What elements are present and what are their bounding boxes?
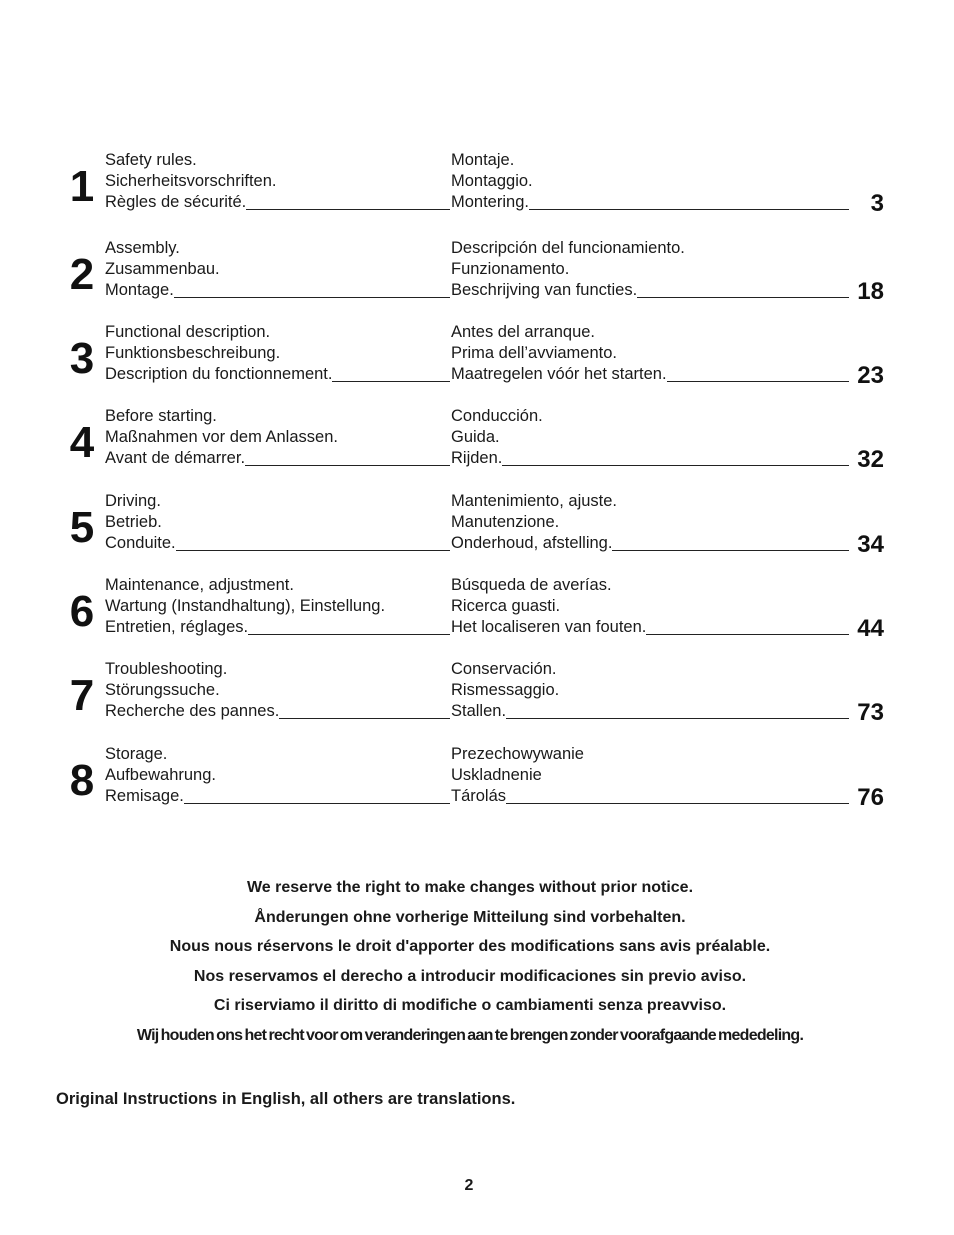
toc-title-line [105, 744, 450, 765]
toc-title-line [451, 192, 849, 213]
toc-title-text: Troubleshooting. [105, 660, 228, 678]
chapter-number: 7 [69, 671, 95, 720]
toc-title-line [451, 533, 849, 554]
dot-leader-line [612, 550, 849, 551]
toc-title-line [105, 343, 450, 364]
chapter-number: 5 [69, 503, 95, 552]
toc-titles-left [105, 744, 450, 807]
toc-entry[interactable] [0, 575, 954, 645]
toc-entry[interactable] [0, 406, 954, 476]
toc-title-line [451, 322, 849, 343]
toc-title-text: Règles de sécurité. [105, 193, 247, 211]
toc-title-text: Assembly. [105, 239, 180, 257]
toc-title-line [451, 238, 849, 259]
toc-title-line [105, 448, 450, 469]
dot-leader-line [637, 297, 849, 298]
toc-title-line [451, 744, 849, 765]
toc-title-text: Driving. [105, 492, 161, 510]
toc-title-line [105, 680, 450, 701]
toc-titles-left [105, 575, 450, 638]
toc-title-line [451, 491, 849, 512]
legal-notices [50, 875, 890, 1052]
toc-title-line [105, 596, 450, 617]
toc-title-text: Mantenimiento, ajuste. [451, 492, 618, 510]
toc-title-line [451, 448, 849, 469]
dot-leader-line [667, 381, 849, 382]
dot-leader-line [246, 209, 450, 210]
toc-page-number: 18 [857, 278, 884, 305]
toc-title-text: Montaggio. [451, 172, 533, 190]
toc-titles-left [105, 238, 450, 301]
toc-title-line [451, 406, 849, 427]
toc-titles-right [451, 150, 849, 213]
toc-titles-left [105, 322, 450, 385]
toc-entry[interactable] [0, 744, 954, 814]
toc-title-text: Descripción del funcionamiento. [451, 239, 685, 257]
toc-title-text: Maatregelen vóór het starten. [451, 365, 667, 383]
dot-leader-line [248, 634, 450, 635]
toc-title-text: Het localiseren van fouten. [451, 618, 647, 636]
dot-leader-line [332, 381, 450, 382]
toc-title-text: Aufbewahrung. [105, 766, 216, 784]
dot-leader-line [502, 465, 849, 466]
toc-title-text: Betrieb. [105, 513, 162, 531]
toc-title-text: Beschrijving van functies. [451, 281, 638, 299]
chapter-number: 2 [69, 250, 95, 299]
chapter-number: 3 [69, 334, 95, 383]
chapter-number: 1 [69, 162, 95, 211]
toc-titles-right [451, 238, 849, 301]
toc-title-line [105, 512, 450, 533]
toc-title-text: Wartung (Instandhaltung), Einstellung. [105, 597, 386, 615]
toc-entry[interactable] [0, 238, 954, 308]
toc-entry[interactable] [0, 150, 954, 220]
toc-title-line [105, 150, 450, 171]
toc-title-line [105, 406, 450, 427]
toc-titles-right [451, 322, 849, 385]
toc-titles-left [105, 659, 450, 722]
toc-title-text: Störungssuche. [105, 681, 220, 699]
toc-title-line [451, 280, 849, 301]
toc-title-line [451, 765, 849, 786]
toc-title-line [105, 659, 450, 680]
toc-title-line [105, 533, 450, 554]
toc-title-text: Onderhoud, afstelling. [451, 534, 613, 552]
notice-line: Nos reservamos el derecho a introducir modificaciones sin previo aviso. [193, 967, 747, 985]
dot-leader-line [174, 297, 450, 298]
toc-title-text: Conduite. [105, 534, 176, 552]
toc-title-line [105, 280, 450, 301]
toc-title-text: Conducción. [451, 407, 543, 425]
toc-title-text: Prezechowywanie [451, 745, 584, 763]
toc-title-line [105, 575, 450, 596]
dot-leader-line [245, 465, 450, 466]
dot-leader-line [506, 803, 849, 804]
toc-title-line [105, 364, 450, 385]
toc-title-text: Manutenzione. [451, 513, 560, 531]
toc-title-line [105, 491, 450, 512]
toc-title-text: Entretien, réglages. [105, 618, 249, 636]
toc-title-line [105, 427, 450, 448]
chapter-number: 6 [69, 587, 95, 636]
toc-title-line [451, 512, 849, 533]
toc-title-text: Prima dell’avviamento. [451, 344, 617, 362]
toc-title-text: Funzionamento. [451, 260, 570, 278]
toc-title-text: Before starting. [105, 407, 217, 425]
chapter-number: 4 [69, 418, 95, 467]
toc-title-text: Funktionsbeschreibung. [105, 344, 281, 362]
toc-titles-left [105, 150, 450, 213]
chapter-number: 8 [69, 756, 95, 805]
notice-line: Nous nous réservons le droit d'apporter des modifications sans avis préalable. [169, 938, 771, 955]
toc-page-number: 44 [857, 615, 884, 642]
toc-title-line [451, 680, 849, 701]
toc-title-line [451, 596, 849, 617]
toc-title-line [105, 786, 450, 807]
toc-titles-right [451, 744, 849, 807]
toc-titles-right [451, 491, 849, 554]
toc-entry[interactable] [0, 659, 954, 729]
toc-title-text: Conservación. [451, 660, 557, 678]
notice-line: Wij houden ons het recht voor om veranderingen aan te brengen zonder voorafgaande mededeling. [136, 1026, 804, 1044]
dot-leader-line [176, 550, 450, 551]
toc-title-line [451, 343, 849, 364]
toc-page-number: 32 [857, 446, 884, 473]
toc-titles-left [105, 406, 450, 469]
dot-leader-line [646, 634, 849, 635]
toc-title-line [451, 150, 849, 171]
toc-titles-right [451, 659, 849, 722]
toc-title-line [105, 765, 450, 786]
toc-title-text: Búsqueda de averías. [451, 576, 612, 594]
toc-title-text: Guida. [451, 428, 500, 446]
original-instructions-note: Original Instructions in English, all others are translations. [56, 1090, 516, 1108]
toc-title-line [451, 659, 849, 680]
toc-title-line [105, 259, 450, 280]
toc-title-text: Maßnahmen vor dem Anlassen. [105, 428, 338, 446]
toc-title-line [451, 427, 849, 448]
toc-title-text: Uskladnenie [451, 766, 542, 784]
toc-page-number: 3 [870, 190, 884, 217]
toc-title-text: Remisage. [105, 787, 184, 805]
dot-leader-line [506, 718, 849, 719]
toc-page-number: 76 [857, 784, 884, 811]
toc-title-line [451, 171, 849, 192]
toc-title-text: Montage. [105, 281, 174, 299]
toc-title-line [105, 322, 450, 343]
toc-title-text: Avant de démarrer. [105, 449, 246, 467]
toc-page-number: 34 [857, 531, 884, 558]
dot-leader-line [529, 209, 849, 210]
toc-title-line [451, 786, 849, 807]
toc-title-text: Tárolás [451, 787, 507, 805]
toc-page-number: 73 [857, 699, 884, 726]
toc-title-text: Description du fonctionnement. [105, 365, 333, 383]
toc-titles-right [451, 406, 849, 469]
toc-title-text: Montering. [451, 193, 529, 211]
toc-title-line [105, 617, 450, 638]
toc-title-line [105, 701, 450, 722]
notice-line: We reserve the right to make changes without prior notice. [246, 879, 694, 896]
toc-title-line [105, 171, 450, 192]
dot-leader-line [184, 803, 450, 804]
toc-title-line [105, 238, 450, 259]
toc-title-line [451, 364, 849, 385]
notice-line: Ci riserviamo il diritto di modifiche o cambiamenti senza preavviso. [213, 997, 727, 1014]
toc-title-line [105, 192, 450, 213]
toc-title-text: Recherche des pannes. [105, 702, 280, 720]
toc-title-text: Storage. [105, 745, 168, 763]
toc-title-text: Maintenance, adjustment. [105, 576, 294, 594]
toc-title-text: Zusammenbau. [105, 260, 220, 278]
toc-title-text: Rismessaggio. [451, 681, 560, 699]
toc-titles-left [105, 491, 450, 554]
toc-title-text: Rijden. [451, 449, 503, 467]
toc-title-line [451, 259, 849, 280]
toc-titles-right [451, 575, 849, 638]
toc-title-text: Sicherheitsvorschriften. [105, 172, 277, 190]
toc-title-text: Safety rules. [105, 151, 197, 169]
toc-title-text: Functional description. [105, 323, 271, 341]
toc-title-text: Antes del arranque. [451, 323, 596, 341]
toc-title-text: Ricerca guasti. [451, 597, 561, 615]
toc-title-text: Montaje. [451, 151, 515, 169]
page-number: 2 [464, 1177, 474, 1194]
toc-title-line [451, 701, 849, 722]
toc-page-number: 23 [857, 362, 884, 389]
toc-title-text: Stallen. [451, 702, 507, 720]
toc-entry[interactable] [0, 322, 954, 392]
notice-line: Ånderungen ohne vorherige Mitteilung sind vorbehalten. [254, 908, 686, 926]
dot-leader-line [279, 718, 450, 719]
toc-entry[interactable] [0, 491, 954, 561]
toc-title-line [451, 575, 849, 596]
toc-title-line [451, 617, 849, 638]
